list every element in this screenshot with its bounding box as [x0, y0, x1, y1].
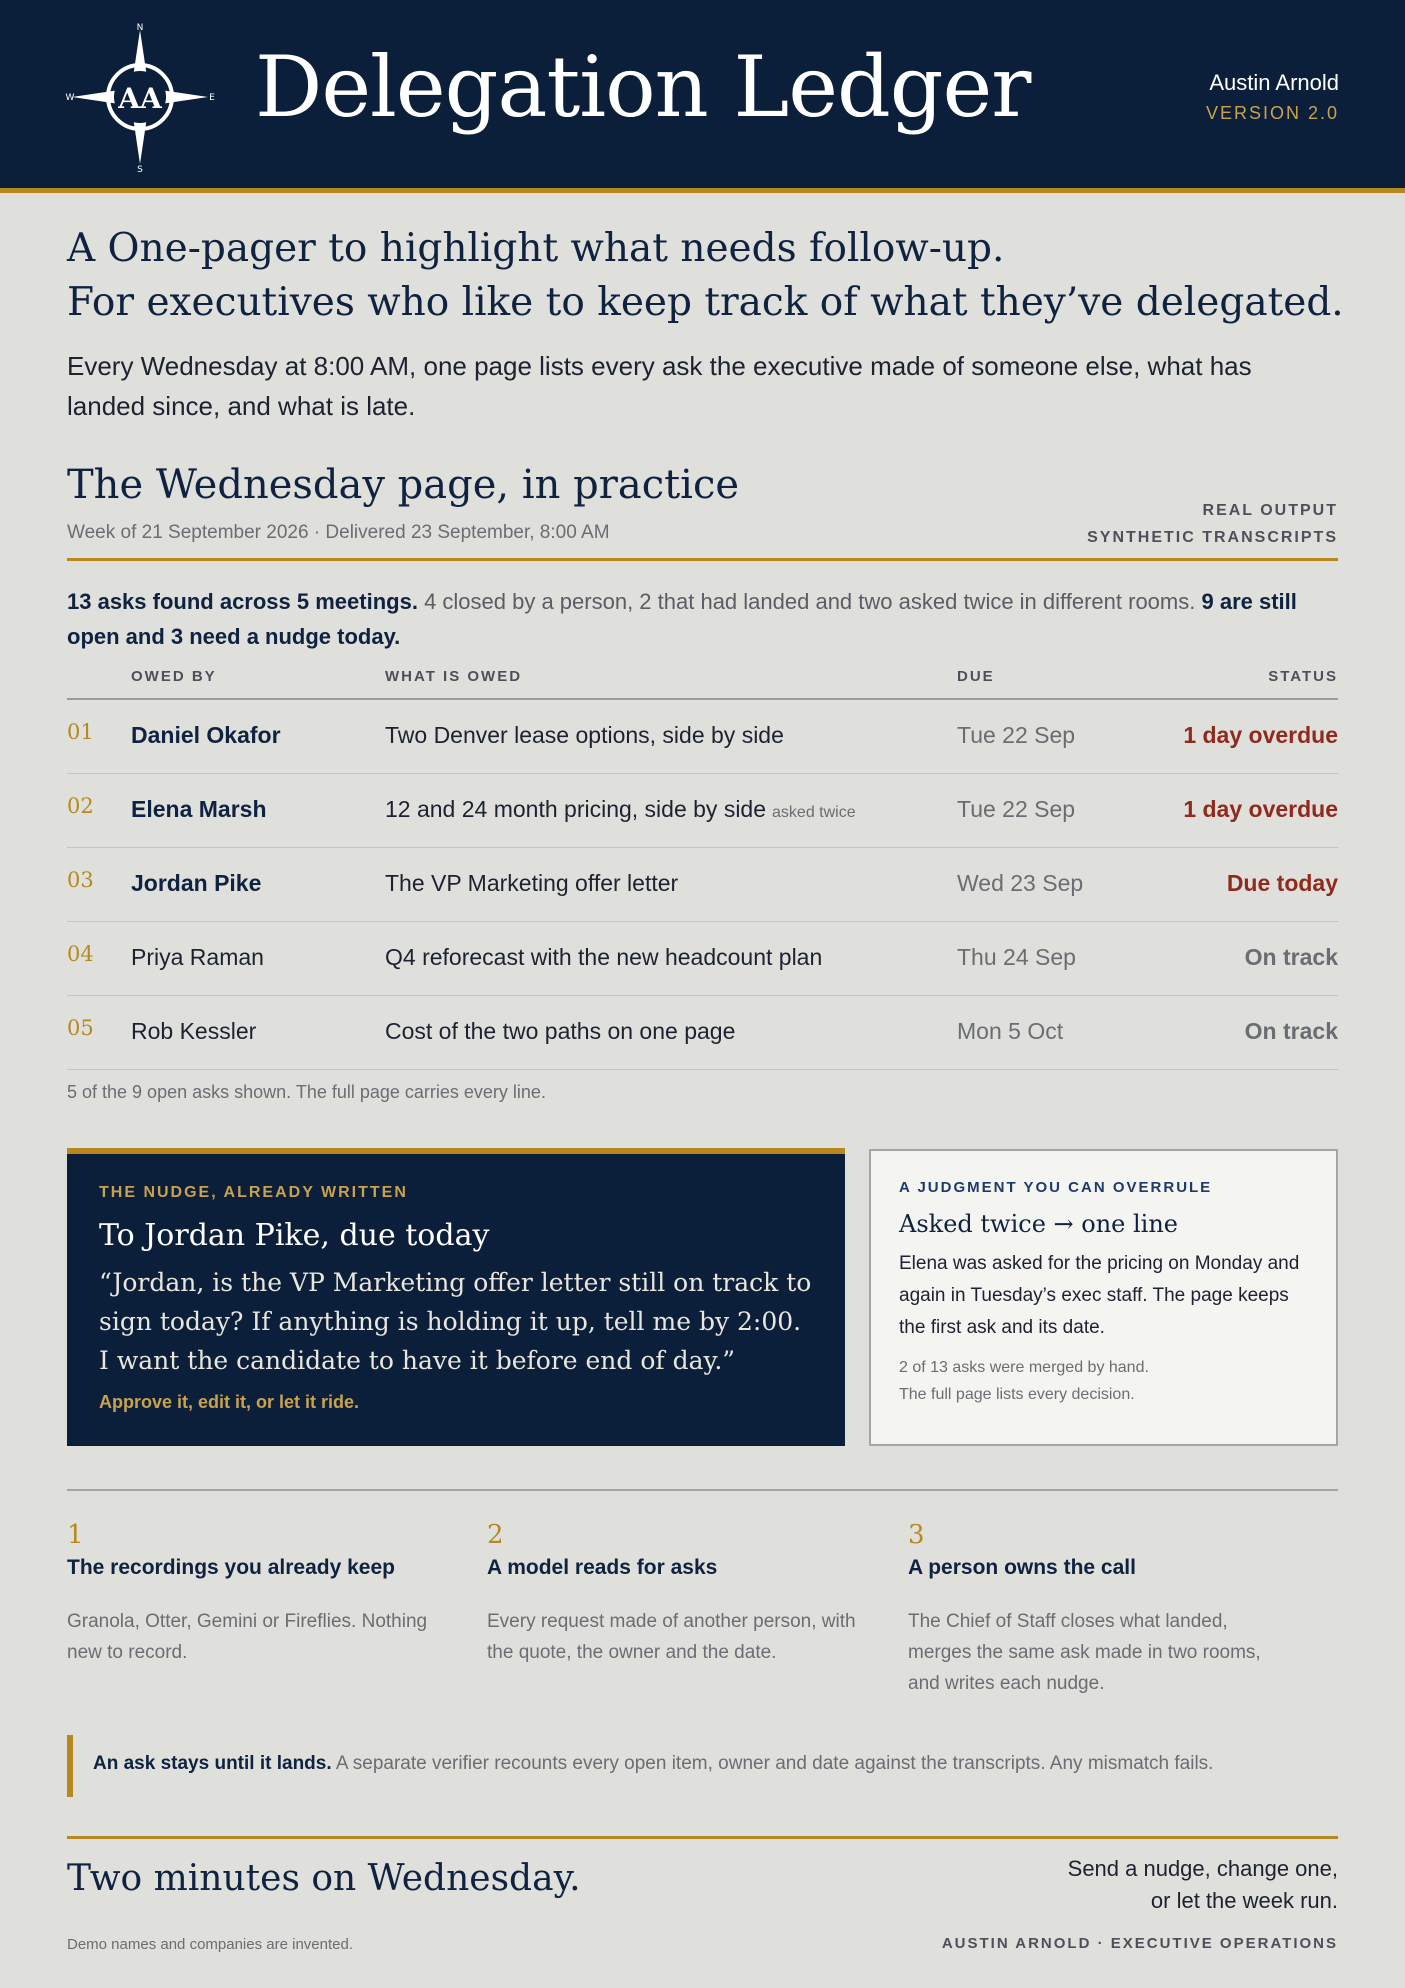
footer-signature: AUSTIN ARNOLD · EXECUTIVE OPERATIONS [941, 1935, 1338, 1952]
table-row [67, 922, 1338, 996]
summary-lead: 13 asks found across 5 meetings. [67, 589, 418, 614]
step-3 [908, 1520, 1288, 1699]
steps-divider [67, 1489, 1338, 1491]
step-body: The Chief of Staff closes what landed, merges the same ask made in two rooms, and writes each nudge. [908, 1611, 1261, 1694]
nudge-title: To Jordan Pike, due today [99, 1218, 490, 1253]
section-subtitle: Week of 21 September 2026 · Delivered 23 September, 8:00 AM [67, 522, 610, 543]
nudge-quote: “Jordan, is the VP Marketing offer letter still on track to sign today? If anything is holding it up, tell me by 2:00. I want the candidate to have it before end of day.” [99, 1268, 812, 1375]
compass-logo-icon [62, 22, 218, 172]
brand-title: Delegation Ledger [255, 38, 1031, 136]
summary [67, 584, 1339, 654]
row-number: 02 [67, 794, 94, 818]
header [0, 0, 1405, 193]
row-owner: Daniel Okafor [131, 722, 281, 748]
nudge-card [67, 1148, 845, 1446]
footer-title: Two minutes on Wednesday. [67, 1858, 581, 1899]
nudge-kicker: THE NUDGE, ALREADY WRITTEN [99, 1184, 408, 1201]
svg-text:W: W [65, 93, 75, 103]
section-tag [1087, 497, 1338, 551]
nudge-action: Approve it, edit it, or let it ride. [99, 1392, 360, 1412]
table-footnote: 5 of the 9 open asks shown. The full page carries every line. [67, 1082, 546, 1102]
callout-text: A separate verifier recounts every open item, owner and date against the transcripts. Any mismatch fails. [335, 1753, 1214, 1774]
header-what-is-owed: WHAT IS OWED [385, 668, 523, 685]
step-title: A person owns the call [908, 1556, 1136, 1579]
row-status: 1 day overdue [1183, 796, 1338, 822]
row-what: Cost of the two paths on one page [385, 1018, 736, 1044]
hero-line-2: For executives who like to keep track of what they’ve delegated. [67, 280, 1344, 325]
row-due: Tue 22 Sep [957, 722, 1076, 748]
header-status: STATUS [1268, 668, 1338, 685]
judgment-card [869, 1149, 1338, 1446]
step-2 [487, 1520, 867, 1668]
svg-text:E: E [209, 93, 215, 103]
row-due: Mon 5 Oct [957, 1018, 1064, 1044]
step-number: 3 [908, 1520, 925, 1550]
hero-heading [67, 222, 1347, 330]
verifier-callout [67, 1735, 1338, 1797]
judgment-kicker: A JUDGMENT YOU CAN OVERRULE [899, 1179, 1213, 1196]
row-owner: Rob Kessler [131, 1018, 257, 1044]
section-title: The Wednesday page, in practice [67, 462, 740, 508]
row-owner: Jordan Pike [131, 870, 262, 896]
svg-text:N: N [136, 23, 144, 33]
header-owed-by: OWED BY [131, 668, 217, 685]
step-number: 1 [67, 1520, 84, 1550]
svg-text:S: S [137, 165, 143, 172]
row-what: 12 and 24 month pricing, side by side asked twice [385, 796, 856, 822]
row-status: Due today [1226, 870, 1338, 896]
section-divider [67, 558, 1338, 561]
summary-tail: 9 are still open and 3 need a nudge today. [67, 589, 1297, 649]
step-number: 2 [487, 1520, 504, 1550]
table-row [67, 996, 1338, 1070]
summary-mid: 4 closed by a person, 2 that had landed and two asked twice in different rooms. [424, 589, 1196, 614]
row-number: 03 [67, 868, 94, 892]
row-owner: Priya Raman [131, 944, 264, 970]
row-status: 1 day overdue [1183, 722, 1338, 748]
step-title: A model reads for asks [487, 1556, 718, 1579]
hero-line-1: A One-pager to highlight what needs follow-up. [67, 226, 1005, 271]
table-row [67, 700, 1338, 774]
step-title: The recordings you already keep [67, 1556, 395, 1579]
intro-paragraph: Every Wednesday at 8:00 AM, one page lists every ask the executive made of someone else, what has landed since, and what is late. [67, 351, 1252, 421]
judgment-title: Asked twice → one line [899, 1210, 1179, 1238]
table-row [67, 848, 1338, 922]
row-what: Two Denver lease options, side by side [385, 722, 784, 748]
footer-divider [67, 1836, 1338, 1839]
footer-cta: Send a nudge, change one, or let the week run. [1067, 1856, 1338, 1913]
version-label: VERSION 2.0 [1205, 103, 1339, 123]
row-what: Q4 reforecast with the new headcount plan [385, 944, 823, 970]
step-body: Every request made of another person, with the quote, the owner and the date. [487, 1611, 856, 1663]
row-due: Thu 24 Sep [957, 944, 1076, 970]
row-status: On track [1244, 944, 1338, 970]
row-owner: Elena Marsh [131, 796, 267, 822]
table-row [67, 774, 1338, 848]
row-due: Tue 22 Sep [957, 796, 1076, 822]
header-due: DUE [957, 668, 995, 685]
row-number: 01 [67, 720, 94, 744]
tag-synthetic-transcripts: SYNTHETIC TRANSCRIPTS [1087, 529, 1338, 546]
row-due: Wed 23 Sep [957, 870, 1084, 896]
logo-monogram: AA [118, 82, 162, 115]
row-number: 05 [67, 1016, 94, 1040]
asked-twice-note: asked twice [772, 804, 856, 821]
row-number: 04 [67, 942, 94, 966]
row-status: On track [1244, 1018, 1338, 1044]
judgment-body: Elena was asked for the pricing on Monday and again in Tuesday’s exec staff. The page keeps the first ask and its date. [899, 1253, 1300, 1338]
step-1 [67, 1520, 447, 1668]
step-body: Granola, Otter, Gemini or Fireflies. Nothing new to record. [67, 1611, 428, 1663]
footer-note: Demo names and companies are invented. [67, 1936, 353, 1953]
judgment-note: 2 of 13 asks were merged by hand. The full page lists every decision. [899, 1359, 1149, 1403]
row-what: The VP Marketing offer letter [385, 870, 679, 896]
callout-lead: An ask stays until it lands. [93, 1753, 332, 1774]
tag-real-output: REAL OUTPUT [1202, 502, 1338, 519]
author-name: Austin Arnold [1209, 70, 1339, 95]
